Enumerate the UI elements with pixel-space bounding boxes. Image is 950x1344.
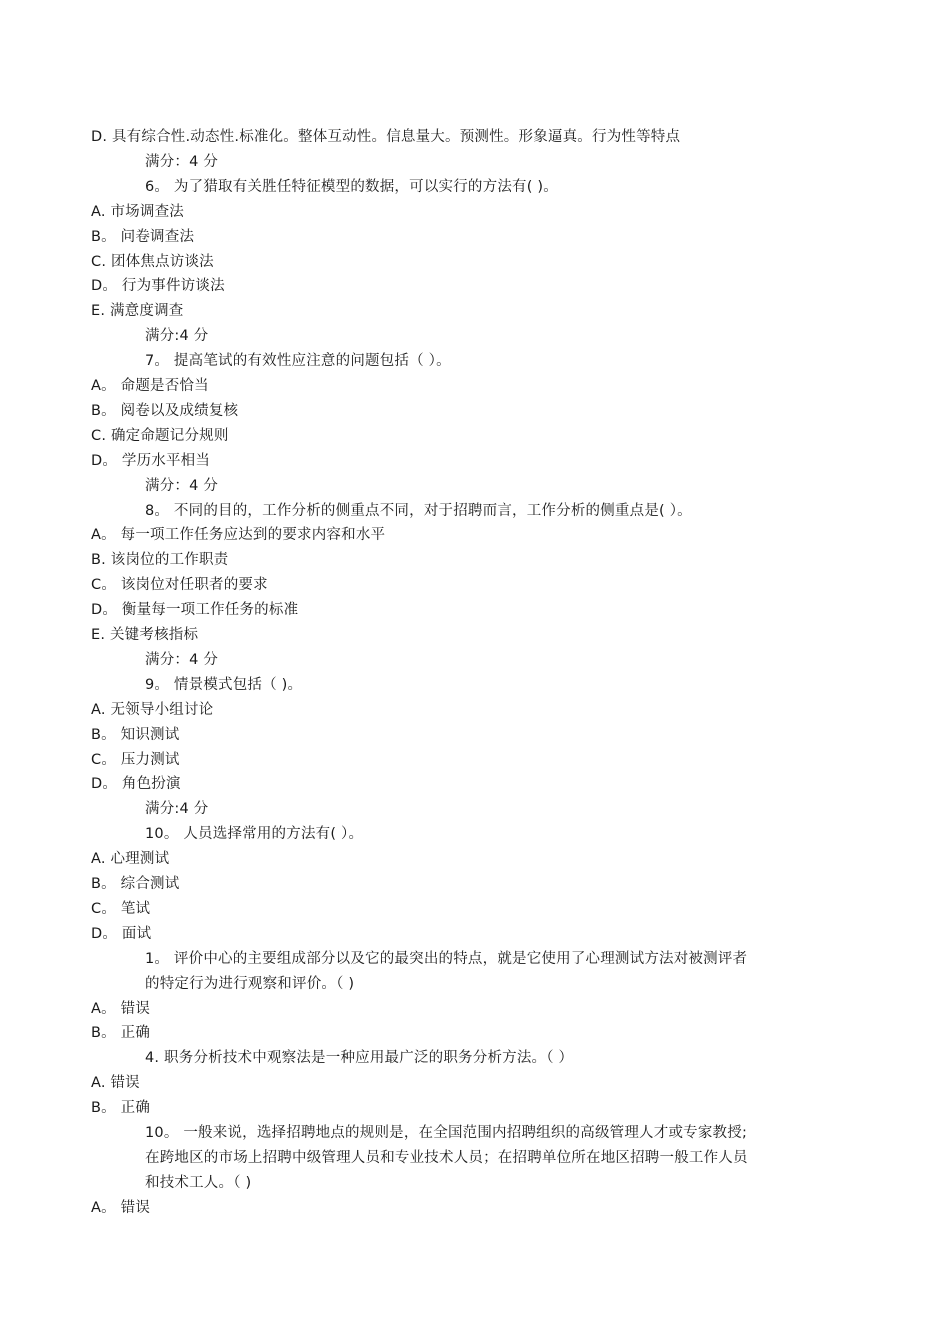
text-line: A。 错误 <box>91 1199 151 1216</box>
text-line: B。 知识测试 <box>91 726 180 743</box>
text-line: B。 阅卷以及成绩复核 <box>91 402 239 419</box>
text-line: A。 命题是否恰当 <box>91 378 209 394</box>
text-line: B. 该岗位的工作职责 <box>91 552 229 569</box>
text-line: 的特定行为进行观察和评价。（ ) <box>145 975 355 992</box>
text-line: D。 角色扮演 <box>91 776 181 793</box>
text-line: C。 该岗位对任职者的要求 <box>91 577 268 594</box>
text-line: B。 综合测试 <box>91 876 180 892</box>
text-line: 满分:4 分 <box>145 801 209 818</box>
text-line: 8。 不同的目的，工作分析的侧重点不同，对于招聘而言，工作分析的侧重点是( ）。 <box>145 502 692 519</box>
text-line: D. 具有综合性.动态性.标准化。整体互动性。信息量大。预测性。形象逼真。行为性等特点 <box>91 129 681 145</box>
text-line: 满分：4 分 <box>145 651 219 668</box>
text-line: A. 错误 <box>91 1075 140 1092</box>
text-line: B。 问卷调查法 <box>91 228 195 245</box>
text-line: 10。 人员选择常用的方法有( ）。 <box>145 826 364 843</box>
text-line: A. 无领导小组讨论 <box>91 701 214 718</box>
text-line: D。 学历水平相当 <box>91 452 211 469</box>
text-line: B。 正确 <box>91 1025 151 1042</box>
text-line: E. 关键考核指标 <box>91 627 199 643</box>
text-line: 满分：4 分 <box>145 153 219 170</box>
text-line: 4. 职务分析技术中观察法是一种应用最广泛的职务分析方法。（ ） <box>145 1050 574 1067</box>
text-line: 6。 为了猎取有关胜任特征模型的数据，可以实行的方法有( )。 <box>145 178 558 195</box>
text-line: A。 错误 <box>91 1000 151 1017</box>
text-line: D。 面试 <box>91 925 152 942</box>
text-line: E. 满意度调查 <box>91 303 184 320</box>
text-line: C. 团体焦点访谈法 <box>91 253 214 270</box>
text-line: 在跨地区的市场上招聘中级管理人员和专业技术人员；在招聘单位所在地区招聘一般工作人员 <box>145 1149 748 1166</box>
text-line: A。 每一项工作任务应达到的要求内容和水平 <box>91 527 386 544</box>
text-line: 满分:4 分 <box>145 328 209 345</box>
text-line: 10。 一般来说，选择招聘地点的规则是，在全国范围内招聘组织的高级管理人才或专家教授; <box>145 1125 748 1141</box>
text-line: 9。 情景模式包括（ )。 <box>145 676 303 693</box>
text-line: B。 正确 <box>91 1100 151 1117</box>
text-line: D。 衡量每一项工作任务的标准 <box>91 602 299 619</box>
text-line: C. 确定命题记分规则 <box>91 427 229 444</box>
text-line: C。 笔试 <box>91 900 151 917</box>
text-line: C。 压力测试 <box>91 751 180 768</box>
text-line: D。 行为事件访谈法 <box>91 278 225 295</box>
text-line: A. 市场调查法 <box>91 203 184 220</box>
text-line: 1。 评价中心的主要组成部分以及它的最突出的特点，就是它使用了心理测试方法对被测评者 <box>145 950 748 967</box>
text-line: 和技术工人。（ ) <box>145 1174 252 1191</box>
text-line: 7。 提高笔试的有效性应注意的问题包括（ ）。 <box>145 353 451 370</box>
text-line: 满分：4 分 <box>145 477 219 494</box>
text-line: A. 心理测试 <box>91 851 170 868</box>
